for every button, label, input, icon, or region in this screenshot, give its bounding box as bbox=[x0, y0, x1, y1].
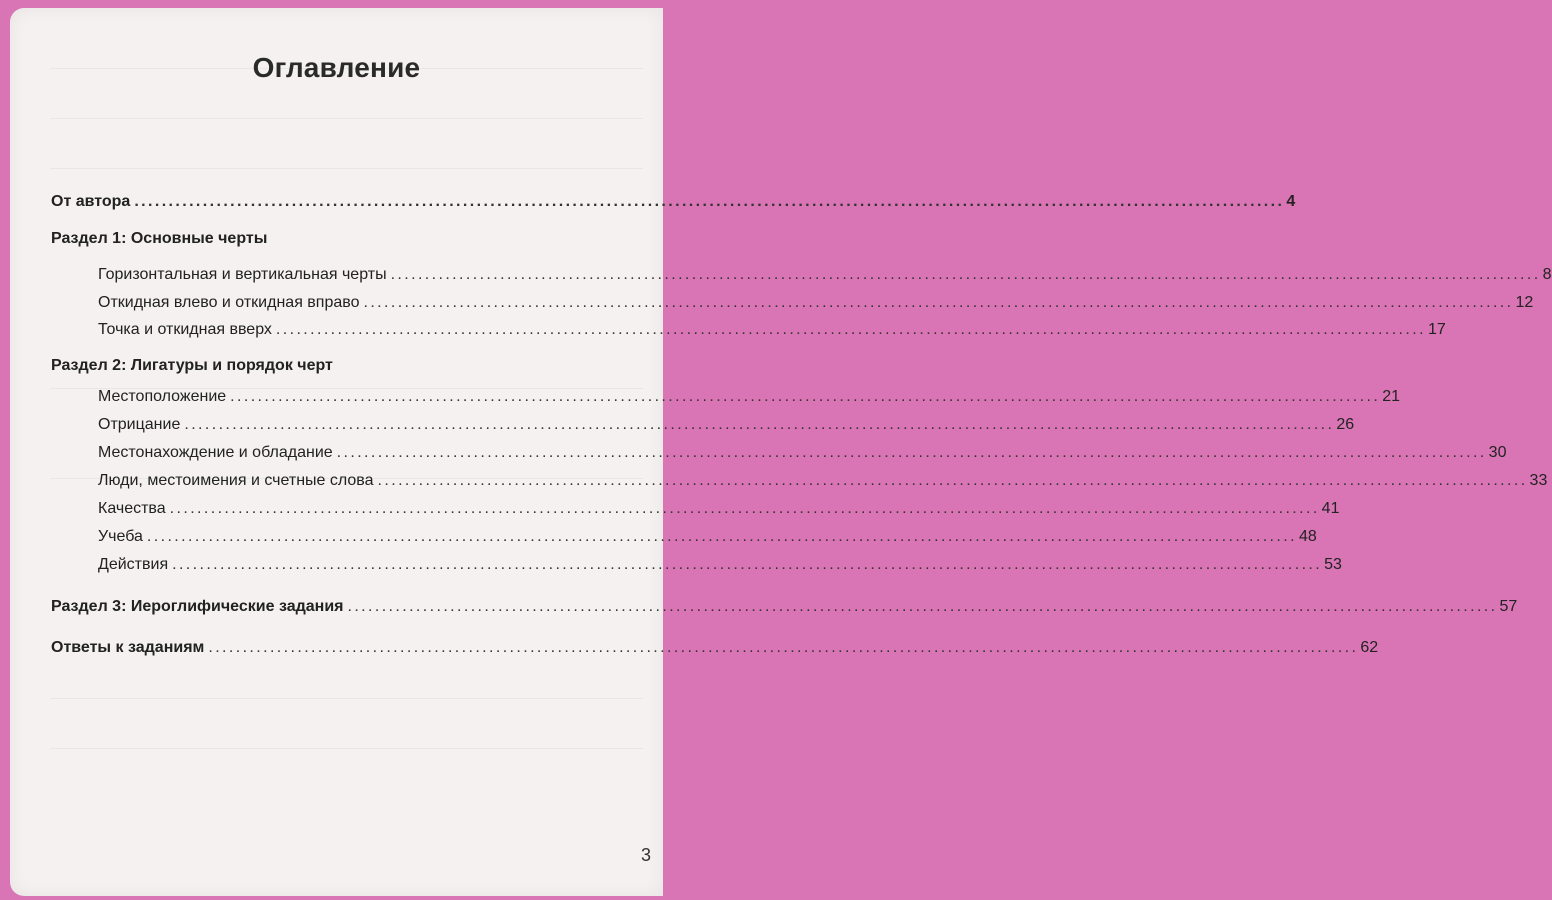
toc-entry-from-author bbox=[51, 190, 1296, 214]
bleed-through-line bbox=[50, 118, 643, 119]
toc-entry bbox=[98, 291, 1534, 315]
toc-entry-label: Местоположение bbox=[98, 388, 227, 405]
toc-entry-label: Горизонтальная и вертикальная черты bbox=[98, 266, 387, 283]
dot-leader: ........................................................................................................................................................................ bbox=[134, 193, 1285, 210]
toc-entry bbox=[98, 525, 1317, 549]
toc-entry bbox=[98, 318, 1446, 342]
dot-leader: ........................................................................................................................................................................ bbox=[347, 598, 1498, 615]
toc-entry-label: От автора bbox=[51, 193, 131, 210]
toc-entry-page: 26 bbox=[1336, 416, 1355, 433]
toc-entry-page: 4 bbox=[1286, 193, 1296, 210]
toc-entry-label: Точка и откидная вверх bbox=[98, 321, 272, 338]
toc-entry-section-3 bbox=[51, 595, 1518, 619]
toc-entry bbox=[98, 497, 1340, 521]
toc-entry bbox=[98, 469, 1548, 493]
toc-entry-page: 12 bbox=[1515, 294, 1534, 311]
dot-leader: ........................................................................................................................................................................ bbox=[336, 444, 1487, 461]
dot-leader: ........................................................................................................................................................................ bbox=[208, 639, 1359, 656]
bleed-through-line bbox=[50, 168, 643, 169]
toc-entry-label: Отрицание bbox=[98, 416, 181, 433]
dot-leader: ........................................................................................................................................................................ bbox=[184, 416, 1335, 433]
toc-entry-page: 17 bbox=[1427, 321, 1446, 338]
page-number: 3 bbox=[640, 845, 651, 865]
book-page bbox=[10, 8, 1552, 896]
toc-entry-label: Качества bbox=[98, 500, 166, 517]
toc-entry-label: Местонахождение и обладание bbox=[98, 444, 333, 461]
toc-entry-label: Ответы к заданиям bbox=[51, 639, 205, 656]
toc-entry-label: Раздел 3: Иероглифические задания bbox=[51, 598, 344, 615]
dot-leader: ........................................................................................................................................................................ bbox=[390, 266, 1541, 283]
bleed-through-line bbox=[50, 748, 643, 749]
toc-entry-page: 21 bbox=[1382, 388, 1400, 405]
toc-entry-page: 33 bbox=[1529, 472, 1548, 489]
dot-leader: ........................................................................................................................................................................ bbox=[146, 528, 1297, 545]
toc-entry bbox=[98, 441, 1507, 465]
section-heading-2: Раздел 2: Лигатуры и порядок черт bbox=[51, 357, 333, 374]
toc-entry-page: 48 bbox=[1298, 528, 1317, 545]
dot-leader: ........................................................................................................................................................................ bbox=[377, 472, 1528, 489]
dot-leader: ........................................................................................................................................................................ bbox=[169, 500, 1320, 517]
page-title: Оглавление bbox=[252, 52, 421, 83]
section-heading-1: Раздел 1: Основные черты bbox=[51, 230, 268, 247]
toc-entry-page: 41 bbox=[1321, 500, 1340, 517]
toc-entry-label: Учеба bbox=[98, 528, 143, 545]
toc-entry-label: Люди, местоимения и счетные слова bbox=[98, 472, 374, 489]
toc-entry bbox=[98, 385, 1400, 409]
toc-entry bbox=[98, 263, 1552, 287]
dot-leader: ........................................................................................................................................................................ bbox=[363, 294, 1514, 311]
toc-entry-page: 8 bbox=[1542, 266, 1552, 283]
toc-entry-page: 62 bbox=[1360, 639, 1379, 656]
toc-entry bbox=[98, 553, 1342, 577]
toc-entry-label: Действия bbox=[98, 556, 169, 573]
toc-entry-label: Откидная влево и откидная вправо bbox=[98, 294, 360, 311]
toc-entry-page: 30 bbox=[1488, 444, 1507, 461]
toc-entry bbox=[98, 413, 1355, 437]
dot-leader: ........................................................................................................................................................................ bbox=[275, 321, 1426, 338]
toc-entry-answers bbox=[51, 636, 1379, 660]
dot-leader: ........................................................................................................................................................................ bbox=[230, 388, 1381, 405]
toc-entry-page: 53 bbox=[1324, 556, 1342, 573]
toc-entry-page: 57 bbox=[1499, 598, 1518, 615]
bleed-through-line bbox=[50, 698, 643, 699]
dot-leader: ........................................................................................................................................................................ bbox=[172, 556, 1323, 573]
